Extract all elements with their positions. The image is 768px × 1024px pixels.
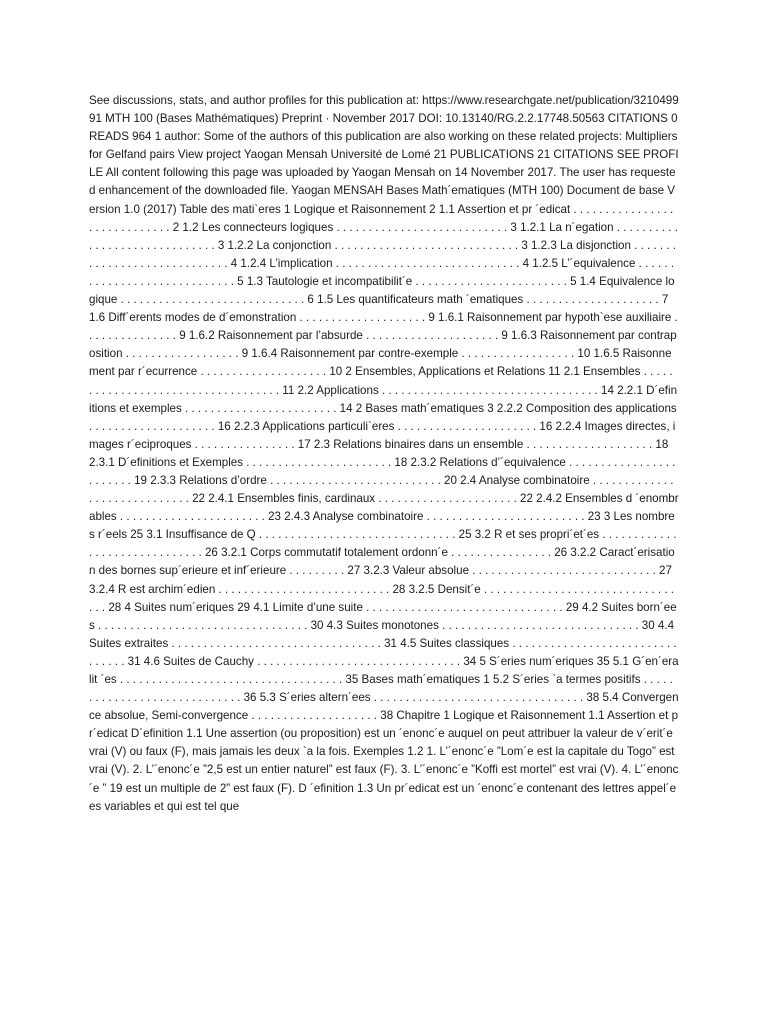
document-page <box>89 92 679 816</box>
document-body-text: See discussions, stats, and author profiles for this publication at: https://www.researchgate.net/publication/321049991 MTH 100 (Bases Mathématiques) Preprint · November 2017 DOI: 10.13140/RG.2.2.17748.50563 CITATIONS 0 READS 964 1 author: Some of the authors of this publication are also working on these related projects: Multipliers for Gelfand pairs View project Yaogan Mensah Université de Lomé 21 PUBLICATIONS 21 CITATIONS SEE PROFILE All content following this page was uploaded by Yaogan Mensah on 14 November 2017. The user has requested enhancement of the downloaded file. Yaogan MENSAH Bases Math´ematiques (MTH 100) Document de base Version 1.0 (2017) Table des mati`eres 1 Logique et Raisonnement 2 1.1 Assertion et pr ´edicat . . . . . . . . . . . . . . . . . . . . . . . . . . . . . 2 1.2 Les connecteurs logiques . . . . . . . . . . . . . . . . . . . . . . . . . . . 3 1.2.1 La n´egation . . . . . . . . . . . . . . . . . . . . . . . . . . . . . . 3 1.2.2 La conjonction . . . . . . . . . . . . . . . . . . . . . . . . . . . . . 3 1.2.3 La disjonction . . . . . . . . . . . . . . . . . . . . . . . . . . . . . 4 1.2.4 L’implication . . . . . . . . . . . . . . . . . . . . . . . . . . . . . 4 1.2.5 L’´equivalence . . . . . . . . . . . . . . . . . . . . . . . . . . . . . 5 1.3 Tautologie et incompatibilit´e . . . . . . . . . . . . . . . . . . . . . . . . 5 1.4 Equivalence logique . . . . . . . . . . . . . . . . . . . . . . . . . . . . . 6 1.5 Les quantificateurs math ´ematiques . . . . . . . . . . . . . . . . . . . . . 7 1.6 Diff´erents modes de d´emonstration . . . . . . . . . . . . . . . . . . . . 9 1.6.1 Raisonnement par hypoth`ese auxiliaire . . . . . . . . . . . . . . . 9 1.6.2 Raisonnement par l’absurde . . . . . . . . . . . . . . . . . . . . . 9 1.6.3 Raisonnement par contraposition . . . . . . . . . . . . . . . . . . 9 1.6.4 Raisonnement par contre-exemple . . . . . . . . . . . . . . . . . . 10 1.6.5 Raisonnement par r´ecurrence . . . . . . . . . . . . . . . . . . . . 10 2 Ensembles, Applications et Relations 11 2.1 Ensembles . . . . . . . . . . . . . . . . . . . . . . . . . . . . . . . . . . . 11 2.2 Applications . . . . . . . . . . . . . . . . . . . . . . . . . . . . . . . . . . 14 2.2.1 D´efinitions et exemples . . . . . . . . . . . . . . . . . . . . . . . . 14 2 Bases math´ematiques 3 2.2.2 Composition des applications . . . . . . . . . . . . . . . . . . . . 16 2.2.3 Applications particuli`eres . . . . . . . . . . . . . . . . . . . . . . 16 2.2.4 Images directes, images r´eciproques . . . . . . . . . . . . . . . . 17 2.3 Relations binaires dans un ensemble . . . . . . . . . . . . . . . . . . . . 18 2.3.1 D´efinitions et Exemples . . . . . . . . . . . . . . . . . . . . . . . 18 2.3.2 Relations d’´equivalence . . . . . . . . . . . . . . . . . . . . . . . . 19 2.3.3 Relations d’ordre . . . . . . . . . . . . . . . . . . . . . . . . . . . 20 2.4 Analyse combinatoire . . . . . . . . . . . . . . . . . . . . . . . . . . . . . 22 2.4.1 Ensembles finis, cardinaux . . . . . . . . . . . . . . . . . . . . . . 22 2.4.2 Ensembles d ´enombrables . . . . . . . . . . . . . . . . . . . . . . . 23 2.4.3 Analyse combinatoire . . . . . . . . . . . . . . . . . . . . . . . . . 23 3 Les nombres r´eels 25 3.1 Insuffisance de Q . . . . . . . . . . . . . . . . . . . . . . . . . . . . . . . 25 3.2 R et ses propri´et´es . . . . . . . . . . . . . . . . . . . . . . . . . . . . . . 26 3.2.1 Corps commutatif totalement ordonn´e . . . . . . . . . . . . . . . . 26 3.2.2 Caract´erisation des bornes sup´erieure et inf´erieure . . . . . . . . . 27 3.2.3 Valeur absolue . . . . . . . . . . . . . . . . . . . . . . . . . . . . . 27 3.2.4 R est archim´edien . . . . . . . . . . . . . . . . . . . . . . . . . . . 28 3.2.5 Densit´e . . . . . . . . . . . . . . . . . . . . . . . . . . . . . . . . . 28 4 Suites num´eriques 29 4.1 Limite d’une suite . . . . . . . . . . . . . . . . . . . . . . . . . . . . . . . 29 4.2 Suites born´ees . . . . . . . . . . . . . . . . . . . . . . . . . . . . . . . . . 30 4.3 Suites monotones . . . . . . . . . . . . . . . . . . . . . . . . . . . . . . . 30 4.4 Suites extraites . . . . . . . . . . . . . . . . . . . . . . . . . . . . . . . . . 31 4.5 Suites classiques . . . . . . . . . . . . . . . . . . . . . . . . . . . . . . . . 31 4.6 Suites de Cauchy . . . . . . . . . . . . . . . . . . . . . . . . . . . . . . . . 34 5 S´eries num´eriques 35 5.1 G´en´eralit ´es . . . . . . . . . . . . . . . . . . . . . . . . . . . . . . . . . . . 35 Bases math´ematiques 1 5.2 S´eries `a termes positifs . . . . . . . . . . . . . . . . . . . . . . . . . . . . . 36 5.3 S´eries altern´ees . . . . . . . . . . . . . . . . . . . . . . . . . . . . . . . . . 38 5.4 Convergence absolue, Semi-convergence . . . . . . . . . . . . . . . . . . . . 38 Chapitre 1 Logique et Raisonnement 1.1 Assertion et pr´edicat D´efinition 1.1 Une assertion (ou proposition) est un ´enonc´e auquel on peut attribuer la valeur de v´erit´e vrai (V) ou faux (F), mais jamais les deux `a la fois. Exemples 1.2 1. L’´enonc´e ”Lom´e est la capitale du Togo” est vrai (V). 2. L’´enonc´e ”2,5 est un entier naturel” est faux (F). 3. L’´enonc´e ”Koffi est mortel” est vrai (V). 4. L’´enonc´e ” 19 est un multiple de 2” est faux (F). D ´efinition 1.3 Un pr´edicat est un ´enonc´e contenant des lettres appel´ees variables et qui est tel que <box>89 94 679 813</box>
